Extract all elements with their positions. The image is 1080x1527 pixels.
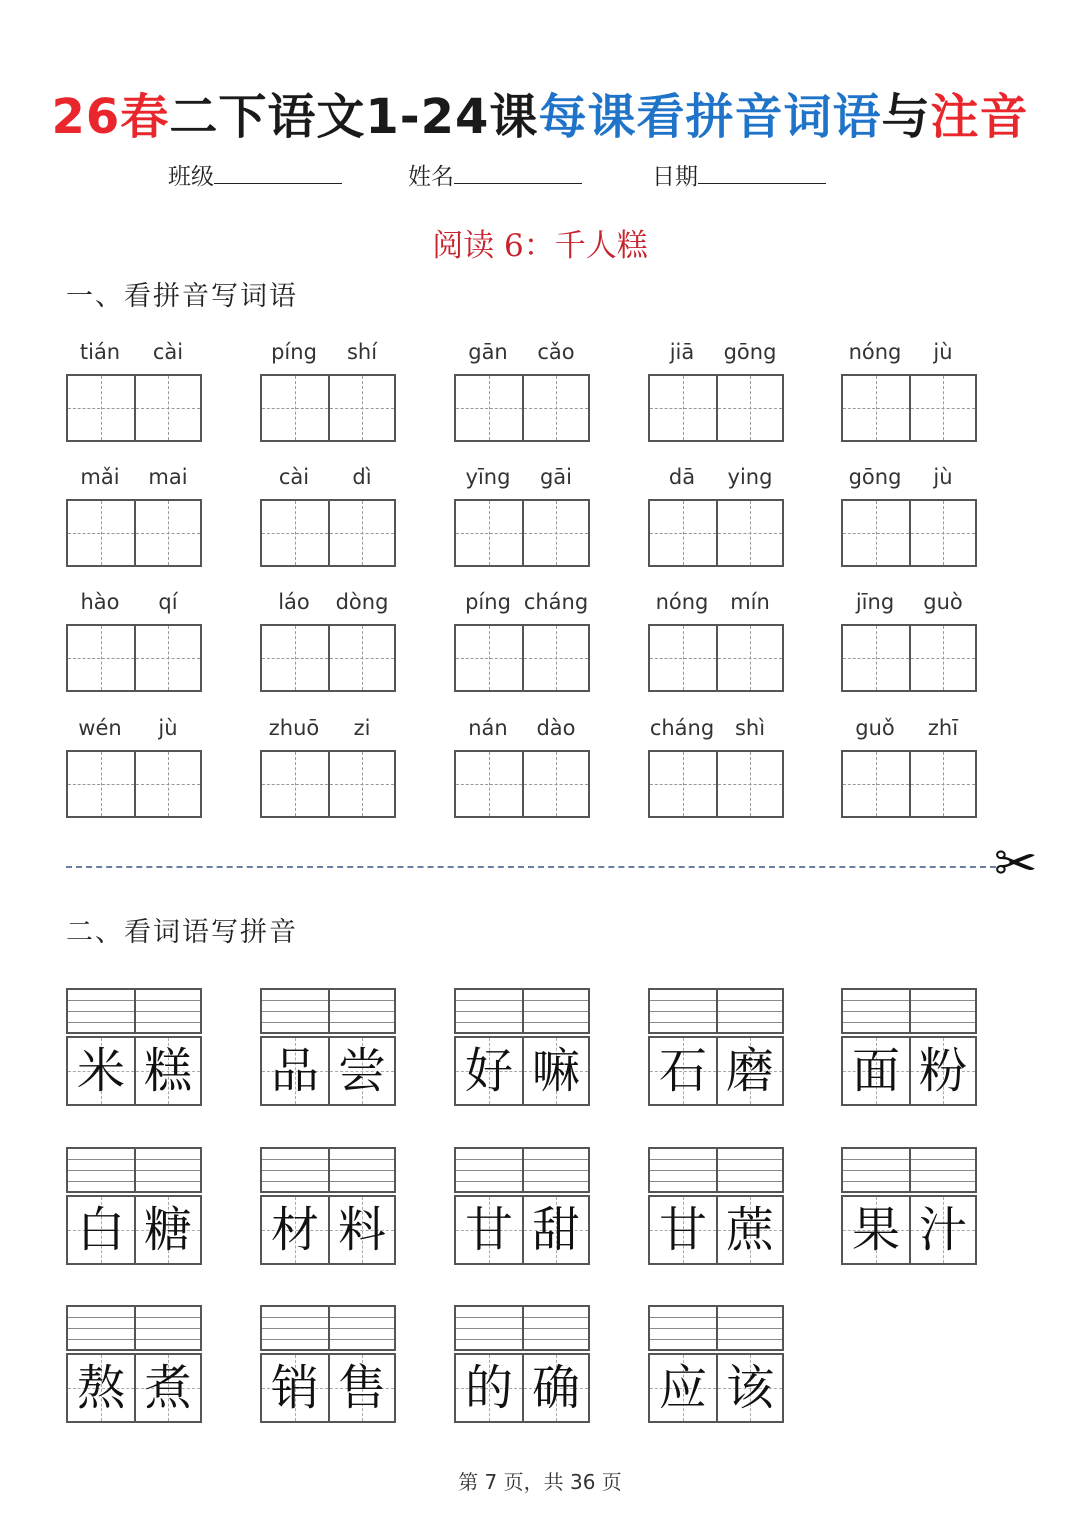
word-item <box>648 988 784 1108</box>
pinyin-line-box[interactable] <box>650 1307 716 1349</box>
pinyin-line-box[interactable] <box>456 1149 522 1191</box>
scissors-icon: ✂ <box>994 834 1038 894</box>
tianzige-box[interactable] <box>262 752 328 816</box>
tianzige-box <box>522 1355 588 1421</box>
pinyin-syllable: dā <box>668 465 696 489</box>
tianzige-box <box>716 1038 782 1104</box>
tianzige-box <box>909 1038 975 1104</box>
pinyin-syllable: gāi <box>539 465 573 489</box>
hanzi-character: 果 <box>851 1202 900 1258</box>
character-grid <box>454 1036 590 1106</box>
word-item <box>841 1147 977 1267</box>
tianzige-box <box>328 1038 394 1104</box>
tianzige-box <box>456 1038 522 1104</box>
character-grid <box>454 1353 590 1423</box>
pinyin-writing-lines[interactable] <box>260 1305 396 1351</box>
character-grid <box>648 1353 784 1423</box>
hanzi-character: 粉 <box>918 1043 967 1099</box>
tianzige-box[interactable] <box>843 501 909 565</box>
writing-grid[interactable] <box>841 374 977 442</box>
tianzige-box <box>262 1197 328 1263</box>
pinyin-syllable: cài <box>278 465 310 489</box>
pinyin-line-box[interactable] <box>716 1149 782 1191</box>
tianzige-box <box>522 1038 588 1104</box>
tianzige-box <box>68 1355 134 1421</box>
tianzige-box <box>456 1355 522 1421</box>
hanzi-character: 好 <box>464 1043 513 1099</box>
hanzi-character: 品 <box>270 1043 319 1099</box>
writing-grid[interactable] <box>454 374 590 442</box>
pinyin-syllable: mín <box>730 590 770 614</box>
tianzige-box[interactable] <box>522 501 588 565</box>
tianzige-box[interactable] <box>843 752 909 816</box>
hanzi-character: 尝 <box>337 1043 386 1099</box>
tianzige-box[interactable] <box>909 501 975 565</box>
tianzige-box[interactable] <box>650 376 716 440</box>
pinyin-line-box[interactable] <box>843 1149 909 1191</box>
page-title <box>0 78 1080 147</box>
pinyin-syllable: cài <box>152 340 184 364</box>
writing-grid[interactable] <box>260 624 396 692</box>
character-grid <box>260 1353 396 1423</box>
word-item <box>841 988 977 1108</box>
pinyin-syllable: qí <box>158 590 178 614</box>
hanzi-character: 甘 <box>658 1202 707 1258</box>
pinyin-syllable: ying <box>727 465 773 489</box>
tianzige-box[interactable] <box>328 752 394 816</box>
tianzige-box[interactable] <box>843 626 909 690</box>
writing-grid[interactable] <box>66 499 202 567</box>
pinyin-line-box[interactable] <box>262 1149 328 1191</box>
tianzige-box[interactable] <box>262 626 328 690</box>
hanzi-character: 石 <box>658 1043 707 1099</box>
word-item <box>260 1305 396 1425</box>
pinyin-syllable: jīng <box>855 590 895 614</box>
hanzi-character: 糕 <box>143 1043 192 1099</box>
pinyin-syllable: nán <box>468 716 508 740</box>
pinyin-line-box[interactable] <box>522 1307 588 1349</box>
tianzige-box[interactable] <box>650 626 716 690</box>
pinyin-syllable: láo <box>278 590 310 614</box>
section1-title: 一、看拼音写词语 <box>66 281 298 312</box>
tianzige-box <box>522 1197 588 1263</box>
pinyin-line-box[interactable] <box>650 990 716 1032</box>
writing-grid[interactable] <box>260 750 396 818</box>
tianzige-box[interactable] <box>134 752 200 816</box>
pinyin-line-box[interactable] <box>68 1149 134 1191</box>
tianzige-box[interactable] <box>522 626 588 690</box>
tianzige-box[interactable] <box>716 501 782 565</box>
character-grid <box>648 1036 784 1106</box>
pinyin-syllable: dòng <box>335 590 389 614</box>
hanzi-character: 嘛 <box>531 1043 580 1099</box>
tianzige-box <box>716 1197 782 1263</box>
tianzige-box[interactable] <box>262 376 328 440</box>
pinyin-syllable: guǒ <box>855 716 895 740</box>
date-label: 日期 <box>652 164 698 190</box>
title-part: 每课看拼音词语 <box>538 89 882 145</box>
pinyin-writing-lines[interactable] <box>454 1147 590 1193</box>
pinyin-syllable: jù <box>933 465 953 489</box>
writing-grid[interactable] <box>841 750 977 818</box>
pinyin-line-box[interactable] <box>650 1149 716 1191</box>
tianzige-box[interactable] <box>456 626 522 690</box>
title-part: 26春 <box>51 89 170 145</box>
tianzige-box[interactable] <box>456 376 522 440</box>
tianzige-box <box>134 1038 200 1104</box>
class-label: 班级 <box>168 164 214 190</box>
writing-grid[interactable] <box>454 624 590 692</box>
character-grid <box>841 1036 977 1106</box>
pinyin-line-box[interactable] <box>262 1307 328 1349</box>
tianzige-box[interactable] <box>328 626 394 690</box>
pinyin-line-box[interactable] <box>909 990 975 1032</box>
pinyin-syllable: gōng <box>723 340 777 364</box>
pinyin-writing-lines[interactable] <box>648 1147 784 1193</box>
hanzi-character: 料 <box>337 1202 386 1258</box>
tianzige-box <box>134 1197 200 1263</box>
character-grid <box>260 1036 396 1106</box>
writing-grid[interactable] <box>648 624 784 692</box>
pinyin-writing-lines[interactable] <box>648 988 784 1034</box>
pinyin-line-box[interactable] <box>456 1307 522 1349</box>
pinyin-syllable: guò <box>923 590 963 614</box>
name-field[interactable] <box>408 158 582 191</box>
writing-grid[interactable] <box>66 624 202 692</box>
hanzi-character: 白 <box>76 1202 125 1258</box>
date-blank[interactable] <box>698 162 826 184</box>
hanzi-character: 米 <box>76 1043 125 1099</box>
hanzi-character: 应 <box>658 1360 707 1416</box>
tianzige-box[interactable] <box>522 752 588 816</box>
pinyin-writing-lines[interactable] <box>66 988 202 1034</box>
hanzi-character: 确 <box>531 1360 580 1416</box>
hanzi-character: 的 <box>464 1360 513 1416</box>
pinyin-writing-lines[interactable] <box>454 1305 590 1351</box>
tianzige-box[interactable] <box>650 501 716 565</box>
character-grid <box>260 1195 396 1265</box>
word-item <box>454 1305 590 1425</box>
hanzi-character: 蔗 <box>725 1202 774 1258</box>
pinyin-line-box[interactable] <box>134 1149 200 1191</box>
tianzige-box[interactable] <box>522 376 588 440</box>
pinyin-syllable: wén <box>78 716 122 740</box>
writing-grid[interactable] <box>66 374 202 442</box>
pinyin-syllable: mǎi <box>80 465 120 489</box>
pinyin-line-box[interactable] <box>522 990 588 1032</box>
pinyin-syllable: mai <box>148 465 188 489</box>
pinyin-syllable: zhuō <box>268 716 320 740</box>
tianzige-box[interactable] <box>650 752 716 816</box>
writing-grid[interactable] <box>648 499 784 567</box>
pinyin-writing-lines[interactable] <box>648 1305 784 1351</box>
tianzige-box <box>68 1038 134 1104</box>
lesson-title: 阅读 6：千人糕 <box>432 228 648 264</box>
pinyin-line-box[interactable] <box>68 990 134 1032</box>
hanzi-character: 熬 <box>76 1360 125 1416</box>
hanzi-character: 煮 <box>143 1360 192 1416</box>
pinyin-writing-lines[interactable] <box>260 988 396 1034</box>
class-blank[interactable] <box>214 162 342 184</box>
pinyin-line-box[interactable] <box>716 990 782 1032</box>
pinyin-line-box[interactable] <box>843 990 909 1032</box>
name-blank[interactable] <box>454 162 582 184</box>
pinyin-syllable: shí <box>346 340 378 364</box>
tianzige-box[interactable] <box>134 376 200 440</box>
character-grid <box>841 1195 977 1265</box>
pinyin-syllable: cǎo <box>537 340 575 364</box>
tianzige-box[interactable] <box>716 752 782 816</box>
writing-grid[interactable] <box>648 750 784 818</box>
pinyin-syllable: gān <box>468 340 508 364</box>
tianzige-box <box>650 1355 716 1421</box>
word-item <box>66 988 202 1108</box>
word-item <box>454 1147 590 1267</box>
tianzige-box <box>262 1355 328 1421</box>
hanzi-character: 汁 <box>918 1202 967 1258</box>
pinyin-line-box[interactable] <box>909 1149 975 1191</box>
tianzige-box[interactable] <box>134 626 200 690</box>
pinyin-syllable: píng <box>271 340 317 364</box>
tianzige-box[interactable] <box>328 501 394 565</box>
hanzi-character: 甘 <box>464 1202 513 1258</box>
tianzige-box <box>909 1197 975 1263</box>
title-part: 注音 <box>930 89 1029 145</box>
hanzi-character: 售 <box>337 1360 386 1416</box>
date-field[interactable] <box>652 158 826 191</box>
tianzige-box <box>262 1038 328 1104</box>
word-item <box>454 988 590 1108</box>
section2-title: 二、看词语写拼音 <box>66 917 298 948</box>
character-grid <box>454 1195 590 1265</box>
tianzige-box <box>843 1197 909 1263</box>
tianzige-box[interactable] <box>68 501 134 565</box>
pinyin-syllable: yīng <box>465 465 511 489</box>
tianzige-box[interactable] <box>456 752 522 816</box>
tianzige-box <box>328 1197 394 1263</box>
student-info-fields <box>0 158 1080 190</box>
pinyin-syllable: cháng <box>523 590 589 614</box>
writing-grid[interactable] <box>260 374 396 442</box>
pinyin-syllable: zi <box>353 716 371 740</box>
word-item <box>66 1305 202 1425</box>
tianzige-box[interactable] <box>68 626 134 690</box>
hanzi-character: 销 <box>270 1360 319 1416</box>
pinyin-syllable: gōng <box>848 465 902 489</box>
tianzige-box[interactable] <box>68 376 134 440</box>
title-part: 二下语文1-24课 <box>169 89 539 145</box>
pinyin-syllable: nóng <box>848 340 902 364</box>
tianzige-box[interactable] <box>909 752 975 816</box>
pinyin-syllable: tián <box>79 340 121 364</box>
pinyin-line-box[interactable] <box>716 1307 782 1349</box>
pinyin-syllable: dì <box>352 465 372 489</box>
hanzi-character: 该 <box>725 1360 774 1416</box>
hanzi-character: 甜 <box>531 1202 580 1258</box>
tianzige-box <box>68 1197 134 1263</box>
tianzige-box[interactable] <box>909 376 975 440</box>
word-item <box>260 988 396 1108</box>
hanzi-character: 面 <box>851 1043 900 1099</box>
tianzige-box <box>650 1038 716 1104</box>
pinyin-writing-lines[interactable] <box>66 1147 202 1193</box>
word-item <box>260 1147 396 1267</box>
tianzige-box <box>134 1355 200 1421</box>
name-label: 姓名 <box>408 164 454 190</box>
writing-grid[interactable] <box>454 750 590 818</box>
pinyin-syllable: nóng <box>655 590 709 614</box>
word-item <box>66 1147 202 1267</box>
writing-grid[interactable] <box>66 750 202 818</box>
tianzige-box <box>650 1197 716 1263</box>
pinyin-syllable: zhī <box>927 716 959 740</box>
character-grid <box>66 1353 202 1423</box>
pinyin-syllable: shì <box>734 716 766 740</box>
tianzige-box[interactable] <box>134 501 200 565</box>
pinyin-line-box[interactable] <box>328 1149 394 1191</box>
tianzige-box[interactable] <box>262 501 328 565</box>
pinyin-line-box[interactable] <box>456 990 522 1032</box>
pinyin-syllable: dào <box>536 716 576 740</box>
title-part: 与 <box>881 89 931 145</box>
character-grid <box>66 1036 202 1106</box>
pinyin-line-box[interactable] <box>328 1307 394 1349</box>
tianzige-box <box>456 1197 522 1263</box>
pinyin-writing-lines[interactable] <box>260 1147 396 1193</box>
writing-grid[interactable] <box>648 374 784 442</box>
pinyin-syllable: jù <box>933 340 953 364</box>
tianzige-box <box>328 1355 394 1421</box>
hanzi-character: 糖 <box>143 1202 192 1258</box>
tianzige-box[interactable] <box>909 626 975 690</box>
writing-grid[interactable] <box>454 499 590 567</box>
tianzige-box[interactable] <box>843 376 909 440</box>
writing-grid[interactable] <box>841 624 977 692</box>
pinyin-line-box[interactable] <box>134 990 200 1032</box>
tianzige-box[interactable] <box>328 376 394 440</box>
tianzige-box <box>843 1038 909 1104</box>
character-grid <box>66 1195 202 1265</box>
hanzi-character: 材 <box>270 1202 319 1258</box>
pinyin-line-box[interactable] <box>328 990 394 1032</box>
pinyin-syllable: jiā <box>669 340 695 364</box>
pinyin-syllable: cháng <box>649 716 715 740</box>
word-item <box>648 1305 784 1425</box>
cut-line <box>66 866 996 868</box>
pinyin-syllable: píng <box>465 590 511 614</box>
pinyin-writing-lines[interactable] <box>454 988 590 1034</box>
pinyin-writing-lines[interactable] <box>841 988 977 1034</box>
pinyin-syllable: jù <box>158 716 178 740</box>
pinyin-writing-lines[interactable] <box>66 1305 202 1351</box>
word-item <box>648 1147 784 1267</box>
hanzi-character: 磨 <box>725 1043 774 1099</box>
writing-grid[interactable] <box>841 499 977 567</box>
class-field[interactable] <box>168 158 342 191</box>
page-footer: 第 7 页，共 36 页 <box>458 1470 622 1494</box>
writing-grid[interactable] <box>260 499 396 567</box>
pinyin-line-box[interactable] <box>68 1307 134 1349</box>
tianzige-box[interactable] <box>456 501 522 565</box>
pinyin-writing-lines[interactable] <box>841 1147 977 1193</box>
character-grid <box>648 1195 784 1265</box>
pinyin-line-box[interactable] <box>522 1149 588 1191</box>
pinyin-line-box[interactable] <box>262 990 328 1032</box>
pinyin-syllable: hào <box>80 590 120 614</box>
tianzige-box[interactable] <box>716 376 782 440</box>
tianzige-box[interactable] <box>68 752 134 816</box>
tianzige-box[interactable] <box>716 626 782 690</box>
tianzige-box <box>716 1355 782 1421</box>
pinyin-line-box[interactable] <box>134 1307 200 1349</box>
